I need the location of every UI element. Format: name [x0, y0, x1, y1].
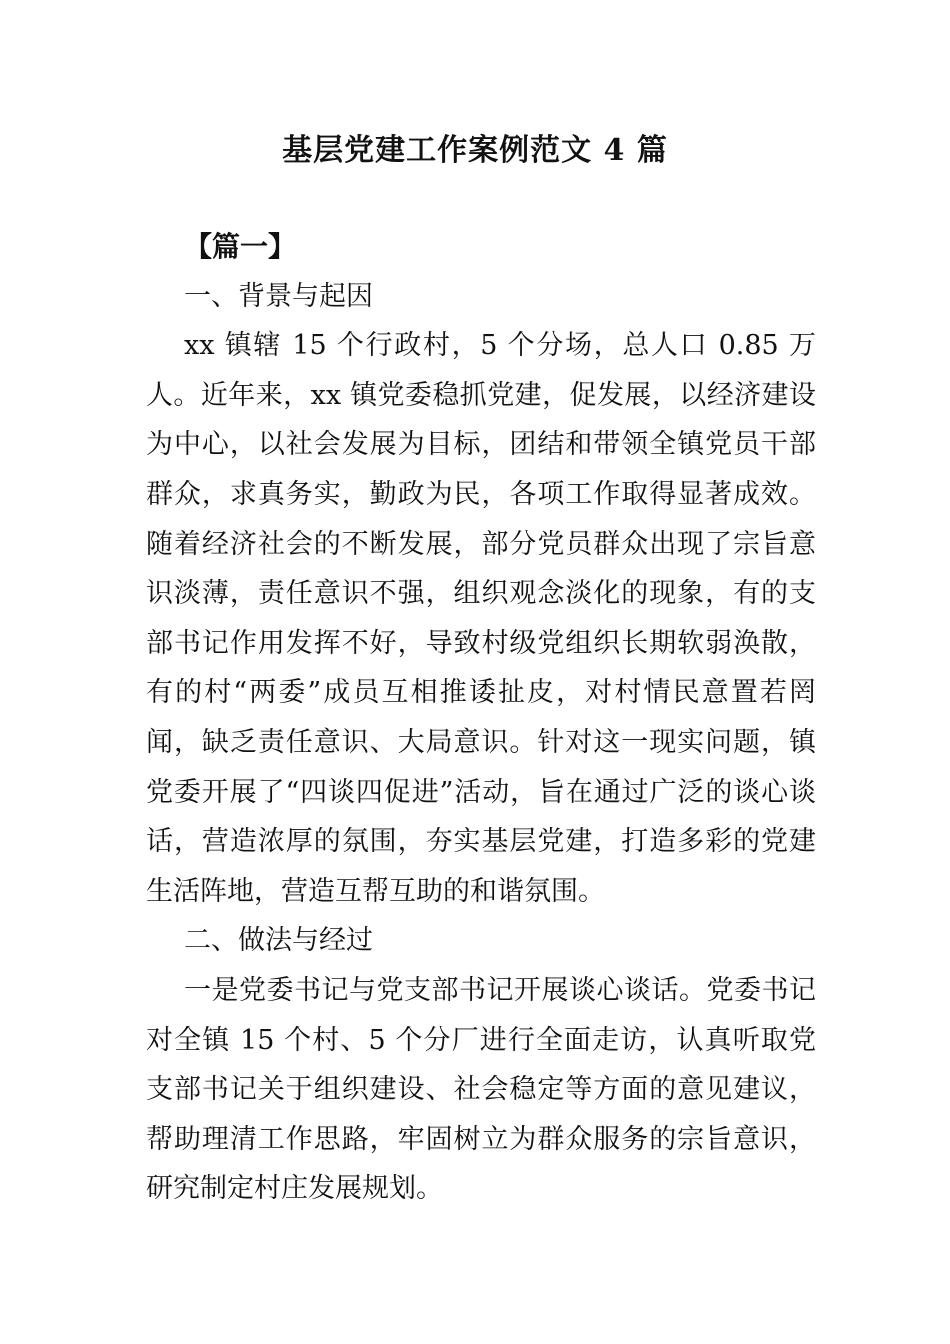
- section-paragraph-practice: 一是党委书记与党支部书记开展谈心谈话。党委书记对全镇 15 个村、5 个分厂进行全面走访，认真听取党支部书记关于组织建设、社会稳定等方面的意见建议，帮助理清工作思路，牢固树立为群众服务的宗旨意识，研究制定村庄发展规划。: [146, 974, 816, 1205]
- document-title: 基层党建工作案例范文 4 篇: [282, 133, 668, 168]
- section-paragraph-background: xx 镇辖 15 个行政村，5 个分场，总人口 0.85 万人。近年来，xx 镇党委稳抓党建，促发展，以经济建设为中心，以社会发展为目标，团结和带领全镇党员干部群众，求真务实，勤政为民，各项工作取得显著成效。随着经济社会的不断发展，部分党员群众出现了宗旨意识淡薄，责任意识不强，组织观念淡化的现象，有的支部书记作用发挥不好，导致村级党组织长期软弱涣散，有的村“两委”成员互相推诿扯皮，对村情民意置若罔闻，缺乏责任意识、大局意识。针对这一现实问题，镇党委开展了“四谈四促进”活动，旨在通过广泛的谈心谈话，营造浓厚的氛围，夯实基层党建，打造多彩的党建生活阵地，营造互帮互助的和谐氛围。: [146, 330, 816, 907]
- document-body: [146, 222, 816, 1214]
- section-heading-background: 一、背景与起因: [184, 280, 373, 312]
- section-heading-practice: 二、做法与经过: [184, 925, 373, 957]
- part-label: 【篇一】: [184, 230, 297, 263]
